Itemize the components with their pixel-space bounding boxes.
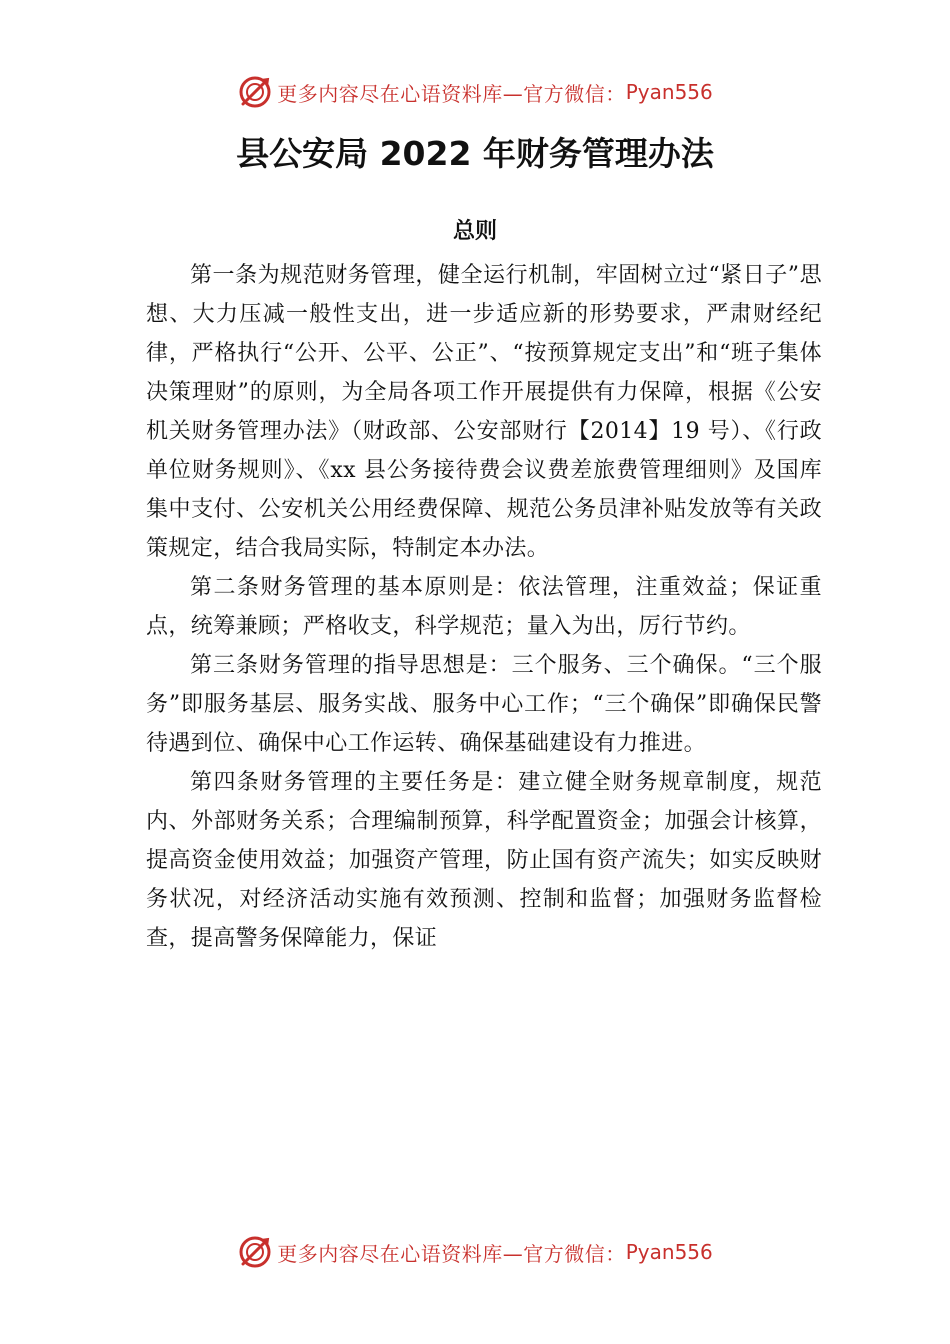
logo-icon	[237, 74, 273, 110]
watermark-contact: Pyan556	[625, 80, 713, 104]
document-body	[146, 256, 822, 958]
paragraph: 第二条财务管理的基本原则是：依法管理，注重效益；保证重点，统筹兼顾；严格收支，科学规范；量入为出，厉行节约。	[146, 575, 822, 639]
paragraph: 第一条为规范财务管理，健全运行机制，牢固树立过“紧日子”思想、大力压减一般性支出，进一步适应新的形势要求，严肃财经纪律，严格执行“公开、公平、公正”、“按预算规定支出”和“班子集体决策理财”的原则，为全局各项工作开展提供有力保障，根据《公安机关财务管理办法》（财政部、公安部财行【2014】19 号）、《行政单位财务规则》、《xx 县公务接待费会议费差旅费管理细则》及国库集中支付、公安机关公用经费保障、规范公务员津补贴发放等有关政策规定，结合我局实际，特制定本办法。	[146, 263, 822, 561]
watermark-text: 更多内容尽在心语资料库—官方微信：	[277, 1241, 626, 1266]
logo-icon	[237, 1234, 273, 1270]
watermark-contact: Pyan556	[625, 1240, 713, 1264]
footer-watermark	[0, 1232, 950, 1272]
watermark-text: 更多内容尽在心语资料库—官方微信：	[277, 81, 626, 106]
header-watermark	[0, 72, 950, 112]
paragraph: 第三条财务管理的指导思想是：三个服务、三个确保。“三个服务”即服务基层、服务实战、服务中心工作；“三个确保”即确保民警待遇到位、确保中心工作运转、确保基础建设有力推进。	[146, 653, 822, 756]
document-title: 县公安局 2022 年财务管理办法	[236, 134, 714, 173]
section-heading: 总则	[452, 219, 497, 244]
paragraph: 第四条财务管理的主要任务是：建立健全财务规章制度，规范内、外部财务关系；合理编制预算，科学配置资金；加强会计核算，提高资金使用效益；加强资产管理，防止国有资产流失；如实反映财务状况，对经济活动实施有效预测、控制和监督；加强财务监督检查，提高警务保障能力，保证	[146, 770, 822, 951]
